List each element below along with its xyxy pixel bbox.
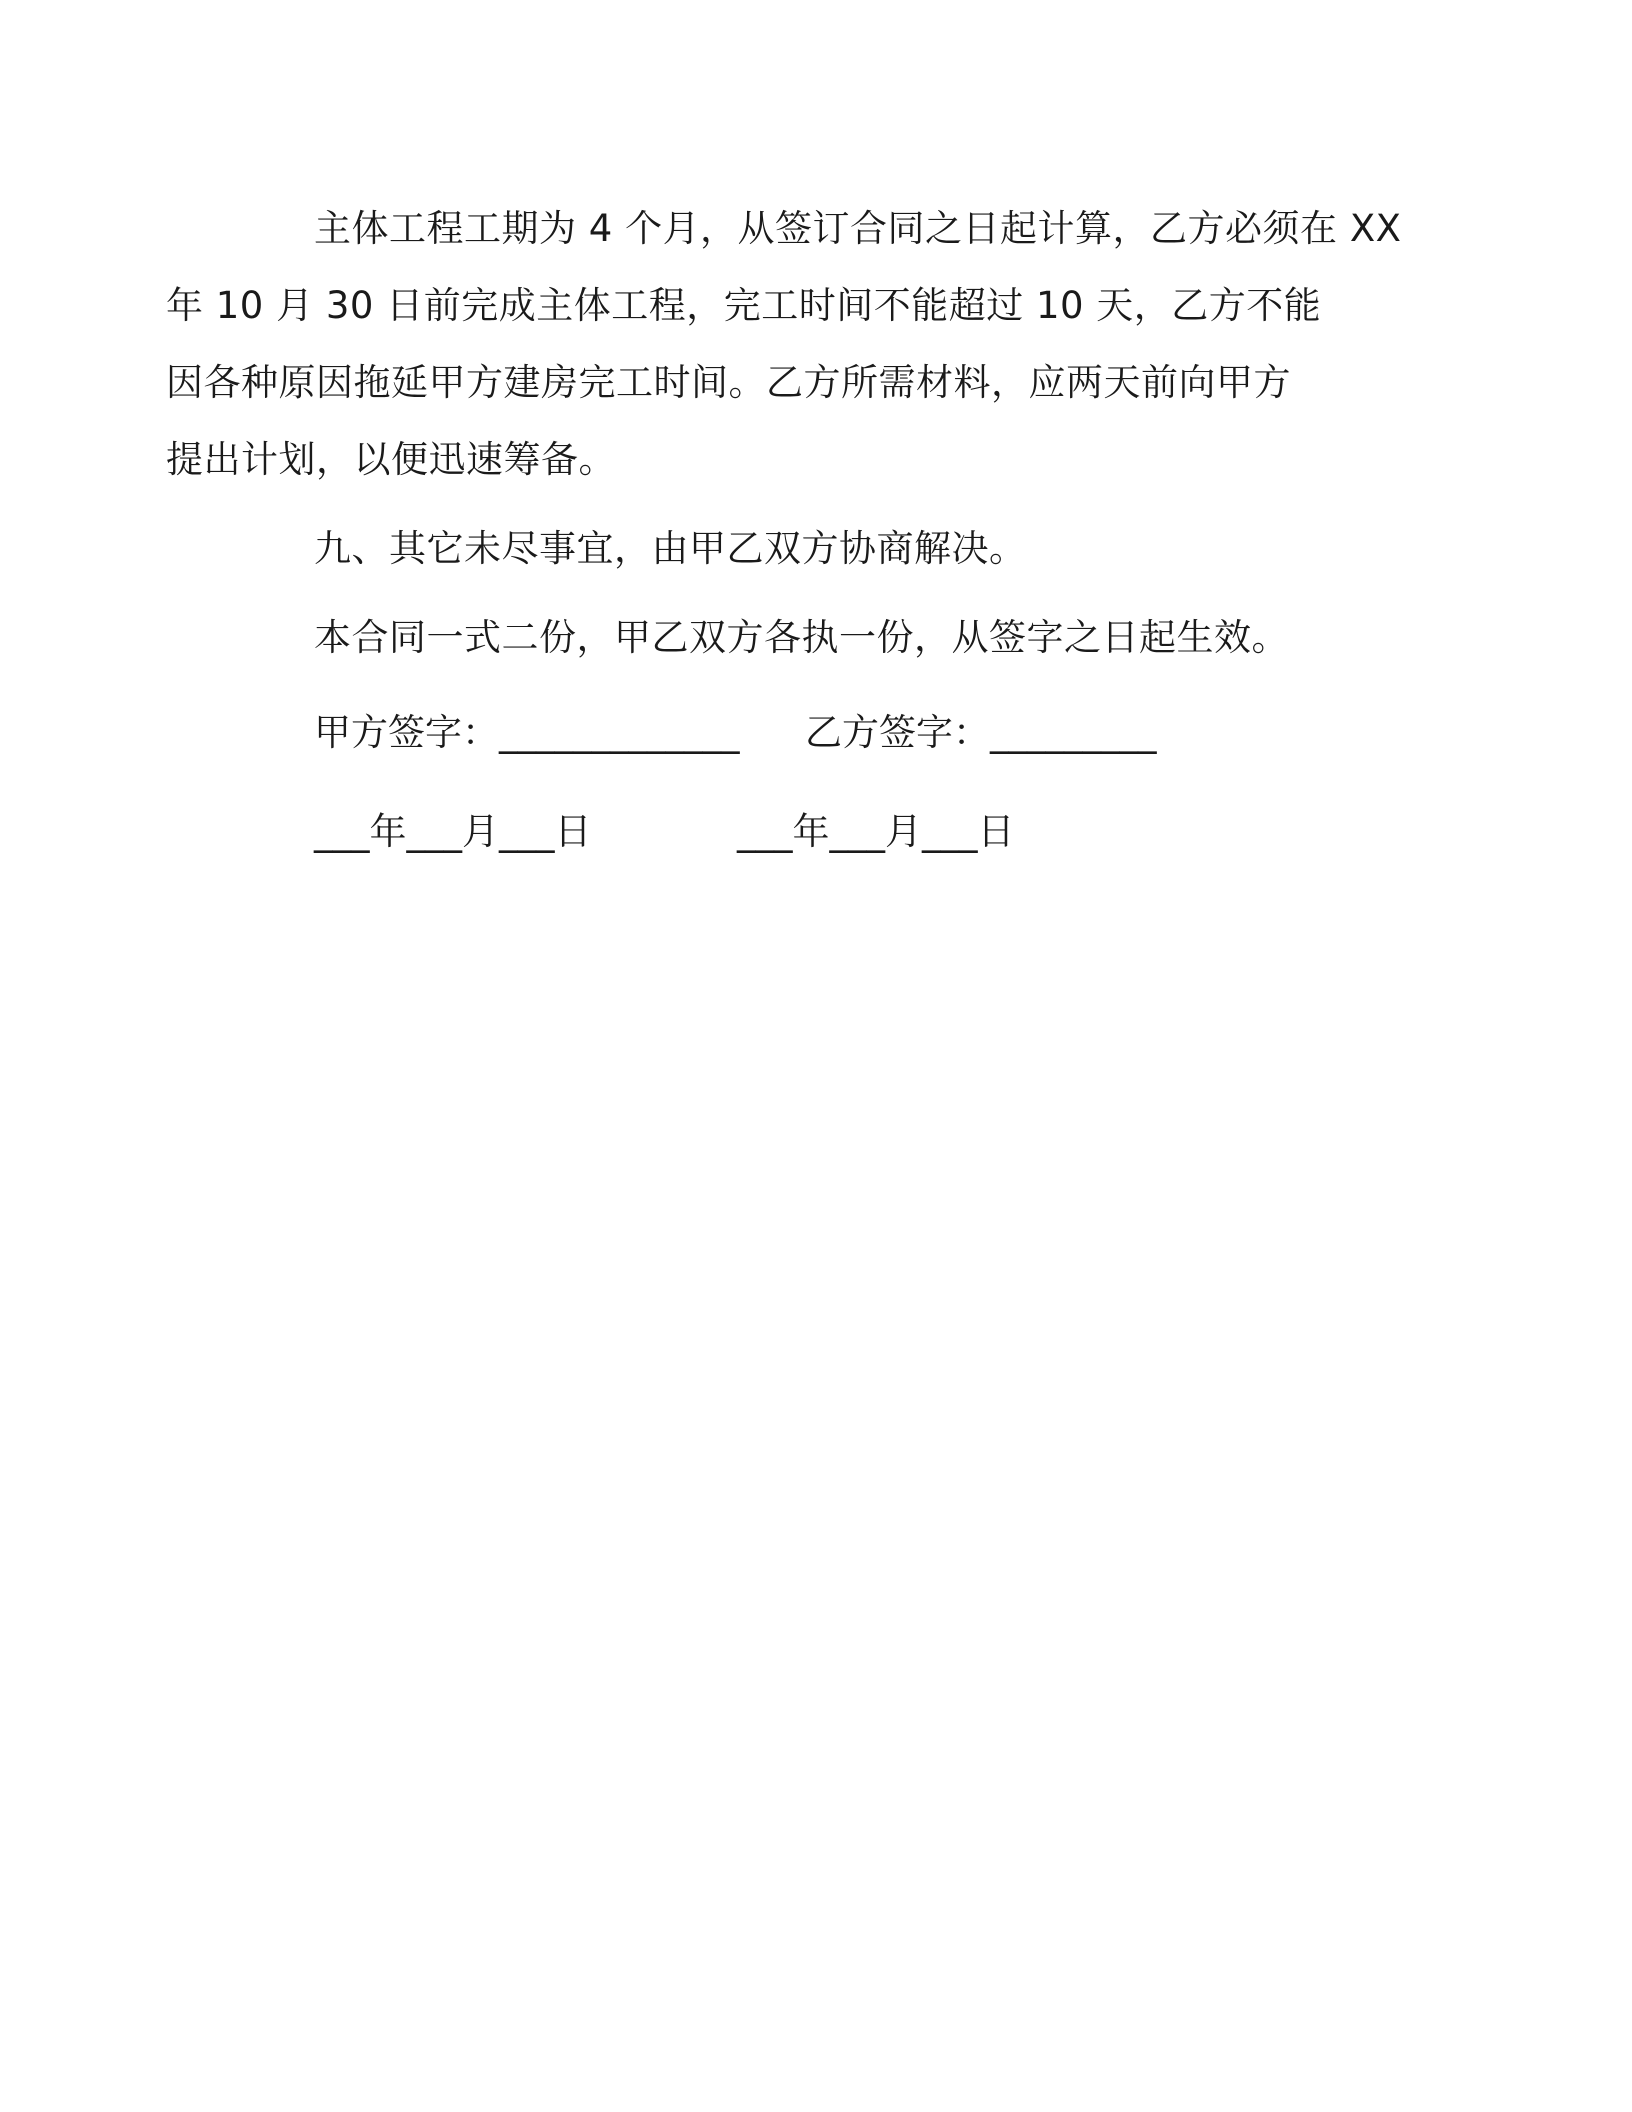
paragraph-line: 提出计划，以便迅速筹备。	[166, 438, 616, 481]
party-a-signature: 甲方签字：_____________	[314, 711, 740, 754]
document-body	[166, 190, 1402, 870]
party-b-date: ___年___月___日	[737, 810, 1015, 853]
clause-nine: 九、其它未尽事宜，由甲乙双方协商解决。	[314, 527, 1027, 570]
paragraph-construction-period	[166, 190, 1402, 498]
contract-copies-statement: 本合同一式二份，甲乙双方各执一份，从签字之日起生效。	[314, 616, 1289, 659]
signature-row	[240, 694, 1386, 771]
paragraph-line: 因各种原因拖延甲方建房完工时间。乙方所需材料，应两天前向甲方	[166, 361, 1291, 404]
paragraph-line: 主体工程工期为 4 个月，从签订合同之日起计算，乙方必须在 XX	[314, 207, 1402, 250]
party-a-date: ___年___月___日	[314, 810, 592, 853]
date-row	[240, 793, 1386, 870]
party-b-signature: 乙方签字：_________	[805, 711, 1157, 754]
paragraph-line: 年 10 月 30 日前完成主体工程，完工时间不能超过 10 天，乙方不能	[166, 284, 1322, 327]
